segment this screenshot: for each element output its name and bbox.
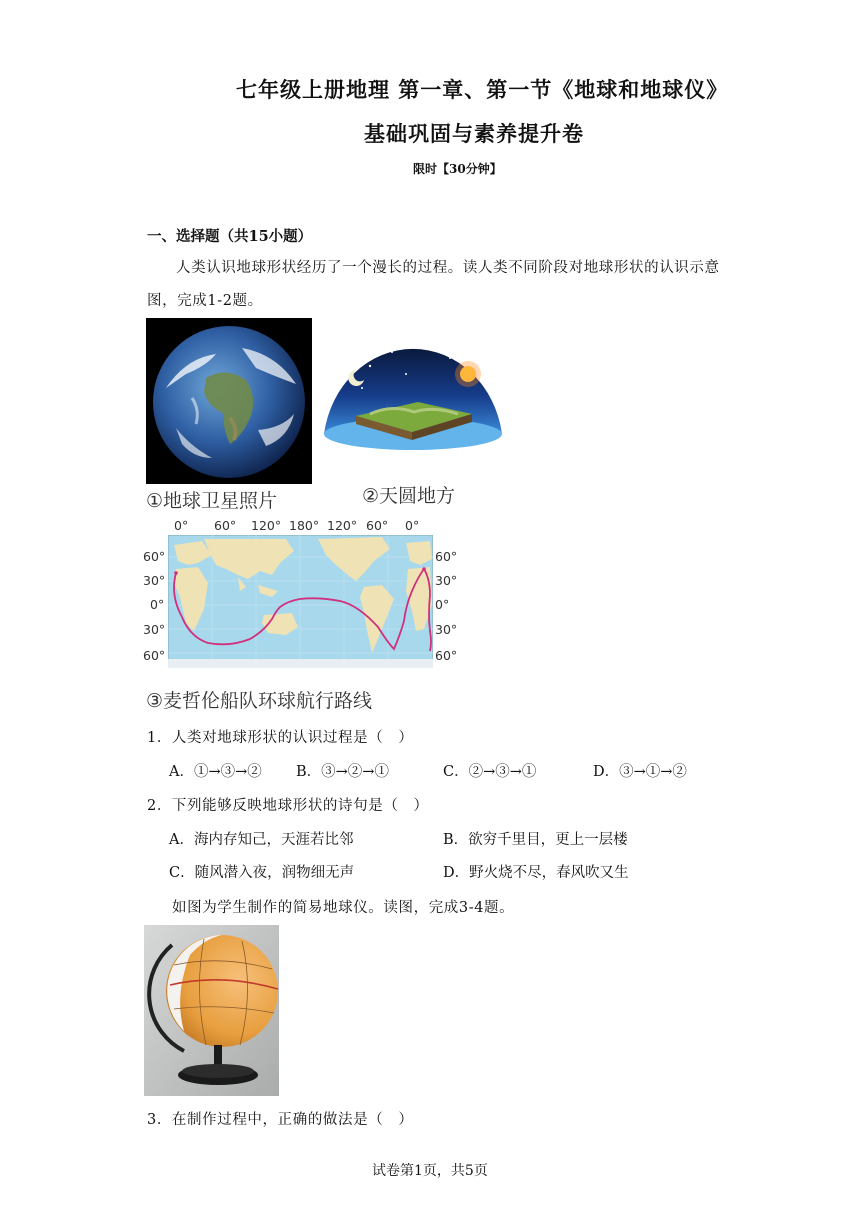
top-tick-label: 0°: [405, 518, 420, 533]
round-sky-square-earth-illustration: [322, 330, 504, 454]
right-tick-label: 30°: [435, 622, 458, 637]
left-tick-label: 60°: [143, 549, 166, 564]
right-tick-label: 60°: [435, 549, 458, 564]
top-tick-label: 120°: [327, 518, 358, 533]
time-limit: 限时【30分钟】: [413, 162, 502, 176]
top-tick-label: 60°: [366, 518, 389, 533]
right-tick-label: 60°: [435, 648, 458, 663]
top-tick-label: 0°: [174, 518, 189, 533]
question-2-option-b[interactable]: B．欲穷千里目，更上一层楼: [443, 832, 628, 848]
top-tick-label: 120°: [251, 518, 282, 533]
page-footer: 试卷第1页，共5页: [372, 1163, 488, 1179]
world-map-panel: [168, 535, 433, 668]
left-tick-label: 60°: [143, 648, 166, 663]
question-1-option-d[interactable]: D．③→①→②: [593, 764, 687, 780]
left-tick-label: 0°: [150, 597, 165, 612]
magellan-route-map-figure: [140, 518, 460, 700]
question-1-stem: 1．人类对地球形状的认识过程是（ ）: [147, 730, 414, 746]
figure-caption-satellite: ①地球卫星照片: [146, 490, 278, 512]
question-1-option-c[interactable]: C．②→③→①: [443, 764, 537, 780]
section-heading: 一、选择题（共15小题）: [147, 228, 313, 245]
question-3-stem: 3．在制作过程中，正确的做法是（ ）: [147, 1112, 414, 1128]
document-title: 七年级上册地理 第一章、第一节《地球和地球仪》: [236, 77, 729, 102]
top-tick-label: 60°: [214, 518, 237, 533]
intro-paragraph-globe: 如图为学生制作的简易地球仪。读图，完成3-4题。: [172, 900, 515, 916]
intro-paragraph-line1: 人类认识地球形状经历了一个漫长的过程。读人类不同阶段对地球形状的认识示意: [176, 260, 720, 276]
earth-satellite-photo: [146, 318, 312, 484]
left-tick-label: 30°: [143, 573, 166, 588]
document-subtitle: 基础巩固与素养提升卷: [364, 121, 584, 146]
figure-caption-route: ③麦哲伦船队环球航行路线: [146, 690, 373, 712]
handmade-globe-photo: [144, 925, 279, 1096]
question-2-stem: 2．下列能够反映地球形状的诗句是（ ）: [147, 798, 429, 814]
figure-caption-dome: ②天圆地方: [362, 485, 456, 507]
left-tick-label: 30°: [143, 622, 166, 637]
right-tick-label: 0°: [435, 597, 450, 612]
question-2-option-c[interactable]: C．随风潜入夜，润物细无声: [169, 865, 355, 881]
question-1-option-b[interactable]: B．③→②→①: [296, 764, 389, 780]
question-1-option-a[interactable]: A．①→③→②: [169, 764, 262, 780]
question-2-option-a[interactable]: A．海内存知己，天涯若比邻: [169, 832, 354, 848]
question-2-option-d[interactable]: D．野火烧不尽，春风吹又生: [443, 865, 629, 881]
right-tick-label: 30°: [435, 573, 458, 588]
top-tick-label: 180°: [289, 518, 320, 533]
intro-paragraph-line2: 图，完成1-2题。: [147, 293, 263, 309]
